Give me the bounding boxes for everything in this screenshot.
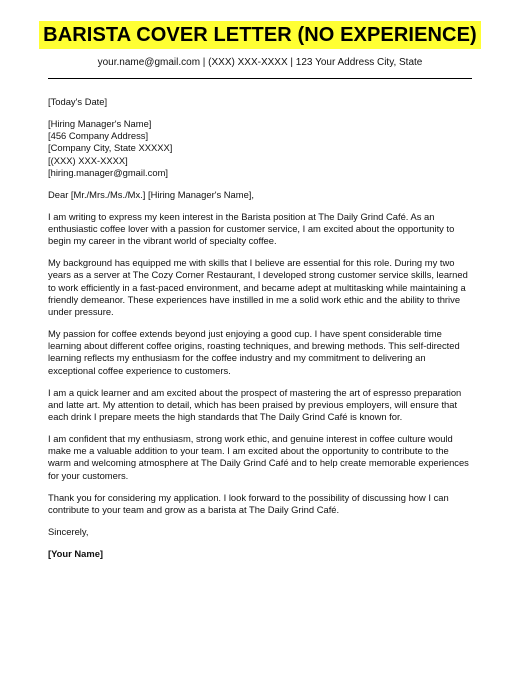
paragraph-background: My background has equipped me with skills that I believe are essential for this role. During my two years as a server at The Cozy Corner Restaurant, I developed strong customer service skills, learned to work efficiently in a fast-paced environment, and became adept at multitasking while maintaining a friendly demeanor. These experiences have instilled in me a solid work ethic and the ability to thrive under pressure. bbox=[48, 257, 468, 318]
recipient-email: [hiring.manager@gmail.com] bbox=[48, 166, 168, 178]
letter-body bbox=[48, 96, 472, 570]
contact-info-line: your.name@gmail.com | (XXX) XXX-XXXX | 123 Your Address City, State bbox=[97, 57, 423, 68]
recipient-phone: [(XXX) XXX-XXXX] bbox=[48, 154, 128, 166]
header-divider bbox=[48, 78, 472, 79]
title-container bbox=[0, 21, 520, 49]
paragraph-learner: I am a quick learner and am excited about the prospect of mastering the art of espresso preparation and latte art. My attention to detail, which has been praised by previous employers, will ensure that each drink I prepare meets the high standards that The Daily Grind Café is known for. bbox=[48, 386, 462, 423]
recipient-address: [456 Company Address] bbox=[48, 130, 149, 142]
letter-date: [Today's Date] bbox=[48, 96, 108, 107]
recipient-city-state: [Company City, State XXXXX] bbox=[48, 142, 173, 154]
signature-name: [Your Name] bbox=[48, 547, 104, 559]
paragraph-confidence: I am confident that my enthusiasm, strong work ethic, and genuine interest in coffee culture would make me a valuable addition to your team. I am excited about the opportunity to contribute to the warm and welcoming atmosphere at The Daily Grind Café and to help create memorable experiences for your customers. bbox=[48, 433, 469, 481]
paragraph-intro: I am writing to express my keen interest in the Barista position at The Daily Grind Café. As an enthusiastic coffee lover with a passion for customer service, I am excited about the opportunity to begin my career in the vibrant world of specialty coffee. bbox=[48, 210, 455, 247]
paragraph-passion: My passion for coffee extends beyond just enjoying a good cup. I have spent considerable time learning about different coffee origins, roasting techniques, and brewing methods. This self-directed learning reflects my enthusiasm for the coffee industry and my commitment to delivering an exceptional coffee experience to customers. bbox=[48, 328, 460, 376]
recipient-block bbox=[48, 118, 472, 179]
closing: Sincerely, bbox=[48, 525, 89, 537]
paragraph-thanks: Thank you for considering my application. I look forward to the possibility of discussing how I can contribute to your team and grow as a barista at The Daily Grind Café. bbox=[48, 491, 449, 515]
salutation: Dear [Mr./Mrs./Ms./Mx.] [Hiring Manager's Name], bbox=[48, 188, 254, 200]
recipient-name: [Hiring Manager's Name] bbox=[48, 118, 152, 129]
document-title: BARISTA COVER LETTER (NO EXPERIENCE) bbox=[39, 21, 481, 49]
